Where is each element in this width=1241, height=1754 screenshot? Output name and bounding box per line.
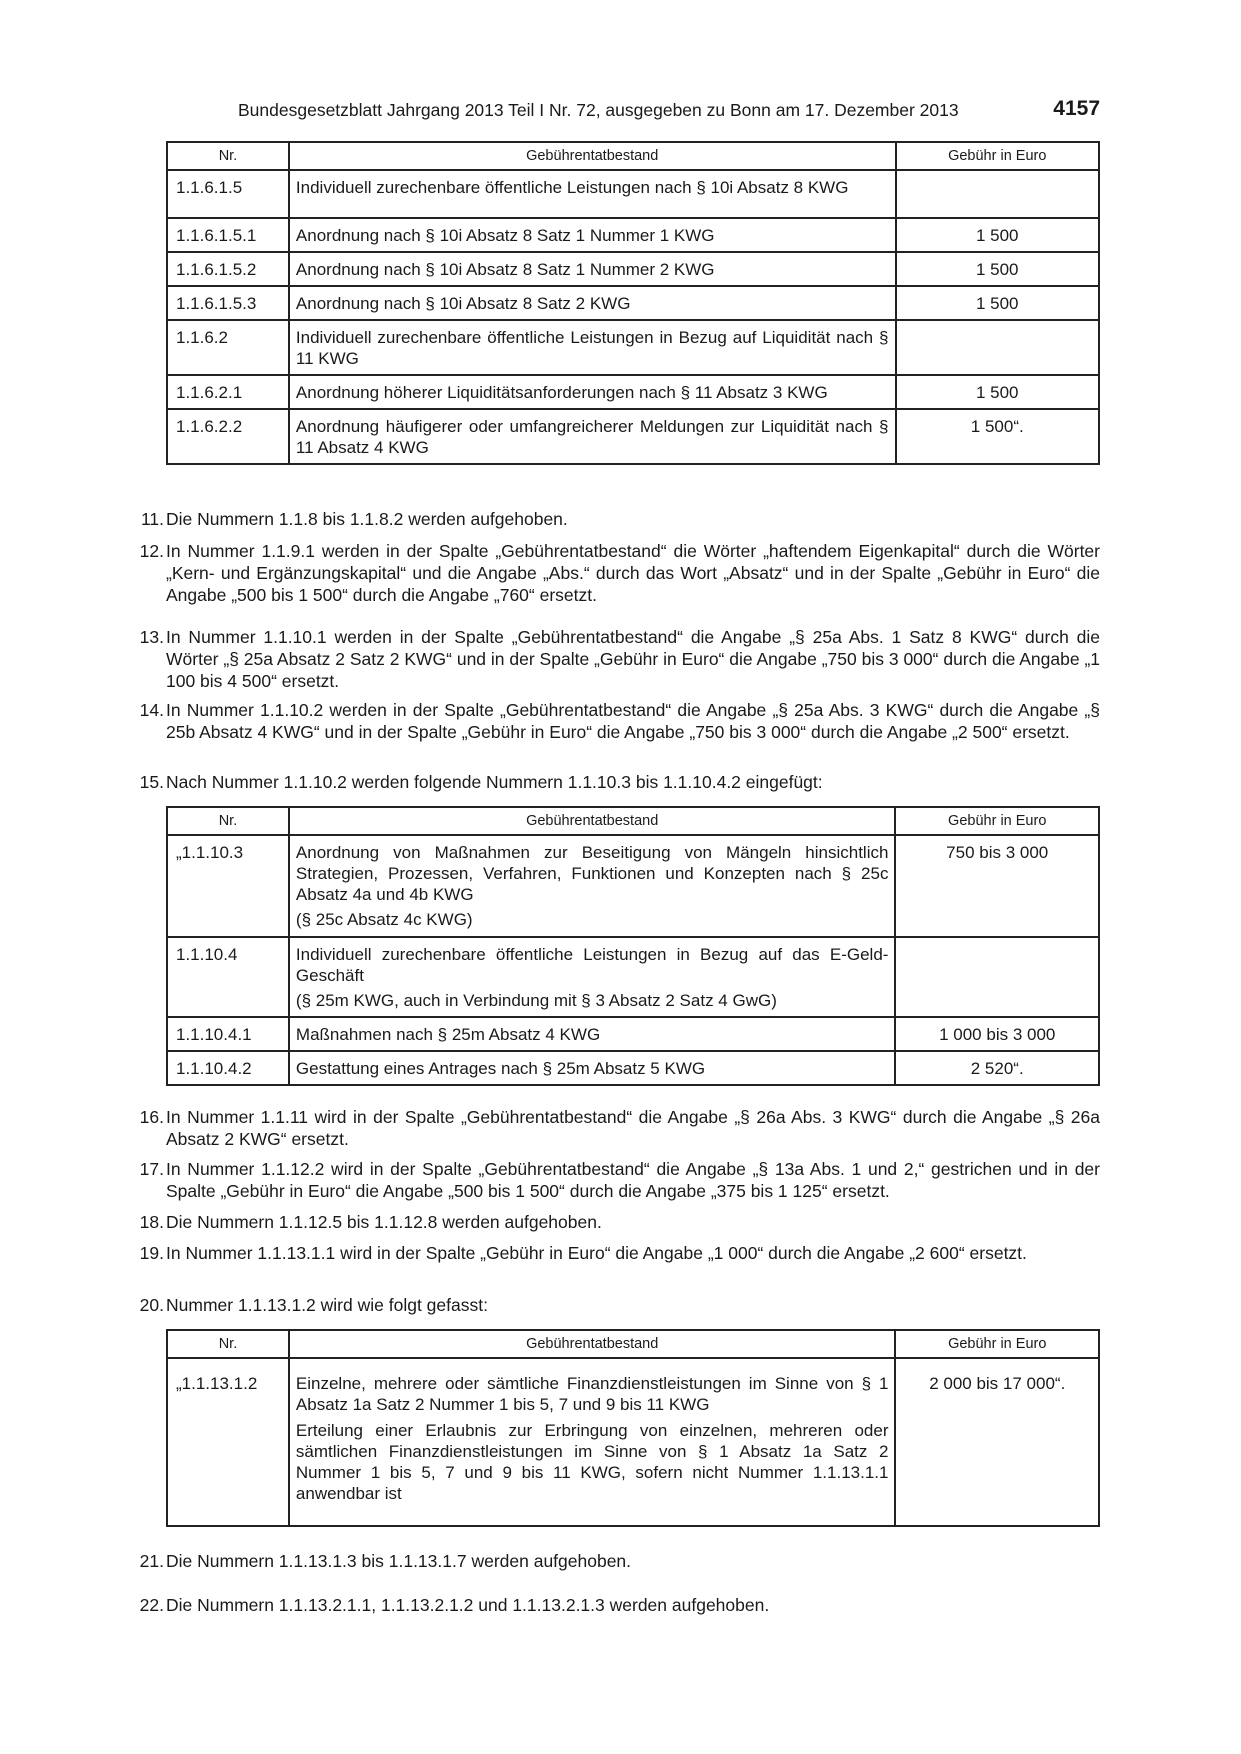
item-text: In Nummer 1.1.12.2 wird in der Spalte „Gebührentatbestand“ die Angabe „§ 13a Abs. 1 und 2,“ gestrichen und in der Spalte „Gebühr in Euro“ die Angabe „500 bis 1 500“ durch die Angabe „375 bis 1 125“ ersetzt. <box>166 1159 1100 1201</box>
column-header-nr: Nr. <box>167 807 289 835</box>
list-item <box>128 1158 1100 1202</box>
item-text: Die Nummern 1.1.12.5 bis 1.1.12.8 werden aufgehoben. <box>166 1212 602 1232</box>
row-description <box>289 937 896 1017</box>
item-text: In Nummer 1.1.10.2 werden in der Spalte „Gebührentatbestand“ die Angabe „§ 25a Abs. 3 KWG“ durch die Angabe „§ 25b Absatz 4 KWG“ und in der Spalte „Gebühr in Euro“ die Angabe „750 bis 3 000“ durch die Angabe „2 500“ ersetzt. <box>166 700 1100 742</box>
item-text: In Nummer 1.1.9.1 werden in der Spalte „Gebührentatbestand“ die Wörter „haftendem Eigenkapital“ durch die Wörter „Kern- und Ergänzungskapital“ und die Angabe „Abs.“ durch das Wort „Absatz“ und in der Spalte „Gebühr in Euro“ die Angabe „500 bis 1 500“ durch die Angabe „760“ ersetzt. <box>166 541 1100 605</box>
item-text: In Nummer 1.1.11 wird in der Spalte „Gebührentatbestand“ die Angabe „§ 26a Abs. 3 KWG“ durch die Angabe „§ 26a Absatz 2 KWG“ ersetzt. <box>166 1107 1100 1149</box>
row-fee: 1 500 <box>896 252 1100 286</box>
row-description-text: Individuell zurechenbare öffentliche Leistungen in Bezug auf das E-Geld-Geschäft <box>295 945 889 985</box>
item-number: 16. <box>139 1107 164 1127</box>
item-number: 21. <box>139 1551 164 1571</box>
row-note: (§ 25c Absatz 4c KWG) <box>295 910 473 929</box>
list-item <box>128 508 1100 530</box>
fee-table-3 <box>166 1329 1100 1527</box>
list-item <box>128 1550 1100 1572</box>
row-number: „1.1.13.1.2 <box>167 1358 289 1526</box>
item-number: 22. <box>139 1595 164 1615</box>
row-number: 1.1.10.4.2 <box>167 1051 289 1085</box>
row-description: Maßnahmen nach § 25m Absatz 4 KWG <box>289 1017 896 1051</box>
row-number: 1.1.10.4 <box>167 937 289 1017</box>
row-description-text: Anordnung von Maßnahmen zur Beseitigung von Mängeln hinsichtlich Strategien, Prozessen, Verfahren, Funktionen und Konzepten nach § 25c Absatz 4a und 4b KWG <box>295 843 889 904</box>
row-number: 1.1.10.4.1 <box>167 1017 289 1051</box>
table-row <box>167 375 1099 409</box>
table-row <box>167 1051 1099 1085</box>
list-item <box>128 699 1100 743</box>
column-header-desc: Gebührentatbestand <box>289 807 896 835</box>
row-fee: 1 500“. <box>896 409 1100 464</box>
row-fee: 1 500 <box>896 286 1100 320</box>
row-number: 1.1.6.1.5.2 <box>167 252 289 286</box>
list-item <box>128 1294 1100 1316</box>
item-number: 19. <box>139 1243 164 1263</box>
table-row <box>167 218 1099 252</box>
row-description: Individuell zurechenbare öffentliche Leistungen in Bezug auf Liquidität nach § 11 KWG <box>289 320 896 375</box>
column-header-desc: Gebührentatbestand <box>289 1330 896 1358</box>
row-description: Gestattung eines Antrages nach § 25m Absatz 5 KWG <box>289 1051 896 1085</box>
row-number: 1.1.6.1.5.3 <box>167 286 289 320</box>
row-fee <box>896 320 1100 375</box>
row-description <box>289 1358 896 1526</box>
item-number: 11. <box>140 509 164 529</box>
item-text: In Nummer 1.1.10.1 werden in der Spalte „Gebührentatbestand“ die Angabe „§ 25a Abs. 1 Satz 8 KWG“ durch die Wörter „§ 25a Absatz 2 Satz 2 KWG“ und in der Spalte „Gebühr in Euro“ die Angabe „750 bis 3 000“ durch die Angabe „1 100 bis 4 500“ ersetzt. <box>166 627 1100 691</box>
row-fee: 750 bis 3 000 <box>895 835 1099 937</box>
row-description: Anordnung höherer Liquiditätsanforderungen nach § 11 Absatz 3 KWG <box>289 375 896 409</box>
row-fee: 1 000 bis 3 000 <box>895 1017 1099 1051</box>
item-number: 14. <box>139 700 164 720</box>
table-header-row <box>167 142 1099 170</box>
item-text: Die Nummern 1.1.8 bis 1.1.8.2 werden aufgehoben. <box>166 509 568 529</box>
column-header-desc: Gebührentatbestand <box>289 142 896 170</box>
row-description: Anordnung nach § 10i Absatz 8 Satz 1 Nummer 1 KWG <box>289 218 896 252</box>
row-fee: 1 500 <box>896 375 1100 409</box>
row-number: 1.1.6.2 <box>167 320 289 375</box>
item-number: 18. <box>139 1212 164 1232</box>
row-description: Anordnung nach § 10i Absatz 8 Satz 2 KWG <box>289 286 896 320</box>
row-description <box>289 835 896 937</box>
column-header-fee: Gebühr in Euro <box>895 1330 1099 1358</box>
list-item <box>128 540 1100 606</box>
table-row <box>167 170 1099 218</box>
list-item <box>128 771 1100 793</box>
column-header-fee: Gebühr in Euro <box>896 142 1100 170</box>
item-number: 17. <box>139 1159 164 1179</box>
row-fee <box>896 170 1100 218</box>
table-row <box>167 835 1099 937</box>
row-fee: 1 500 <box>896 218 1100 252</box>
table-header-row <box>167 1330 1099 1358</box>
fee-table-2 <box>166 806 1100 1086</box>
page-number: 4157 <box>1053 97 1100 120</box>
row-fee: 2 000 bis 17 000“. <box>895 1358 1099 1526</box>
list-item <box>128 1106 1100 1150</box>
row-number: 1.1.6.2.2 <box>167 409 289 464</box>
item-text: Nach Nummer 1.1.10.2 werden folgende Nummern 1.1.10.3 bis 1.1.10.4.2 eingefügt: <box>166 772 823 792</box>
fee-table-1 <box>166 141 1100 465</box>
row-fee: 2 520“. <box>895 1051 1099 1085</box>
list-item <box>128 1211 1100 1233</box>
table-row <box>167 1017 1099 1051</box>
item-number: 12. <box>139 541 164 561</box>
item-text: Die Nummern 1.1.13.1.3 bis 1.1.13.1.7 werden aufgehoben. <box>166 1551 632 1571</box>
column-header-nr: Nr. <box>167 142 289 170</box>
table-row <box>167 320 1099 375</box>
row-note: (§ 25m KWG, auch in Verbindung mit § 3 Absatz 2 Satz 4 GwG) <box>295 991 777 1010</box>
table-row <box>167 409 1099 464</box>
table-row <box>167 252 1099 286</box>
column-header-nr: Nr. <box>167 1330 289 1358</box>
page-header <box>166 97 1100 130</box>
row-description-text: Einzelne, mehrere oder sämtliche Finanzdienstleistungen im Sinne von § 1 Absatz 1a Satz 2 Nummer 1 bis 5, 7 und 9 bis 11 KWG <box>295 1374 889 1414</box>
gazette-title: Bundesgesetzblatt Jahrgang 2013 Teil I Nr. 72, ausgegeben zu Bonn am 17. Dezember 2013 <box>238 100 959 120</box>
item-text: In Nummer 1.1.13.1.1 wird in der Spalte „Gebühr in Euro“ die Angabe „1 000“ durch die Angabe „2 600“ ersetzt. <box>166 1243 1027 1263</box>
item-text: Die Nummern 1.1.13.2.1.1, 1.1.13.2.1.2 und 1.1.13.2.1.3 werden aufgehoben. <box>166 1595 770 1615</box>
table-row <box>167 1358 1099 1526</box>
row-description-text-2: Erteilung einer Erlaubnis zur Erbringung von einzelnen, mehreren oder sämtlichen Finanzdienstleistungen im Sinne von § 1 Absatz 1a Satz 2 Nummer 1 bis 5, 7 und 9 bis 11 KWG, sofern nicht Nummer 1.1.13.1.1 anwendbar ist <box>295 1421 889 1503</box>
list-item <box>128 1242 1100 1264</box>
row-fee <box>895 937 1099 1017</box>
table-header-row <box>167 807 1099 835</box>
table-row <box>167 286 1099 320</box>
list-item <box>128 626 1100 692</box>
item-text: Nummer 1.1.13.1.2 wird wie folgt gefasst: <box>166 1295 488 1315</box>
row-number: 1.1.6.2.1 <box>167 375 289 409</box>
row-number: 1.1.6.1.5.1 <box>167 218 289 252</box>
item-number: 13. <box>139 627 164 647</box>
row-description: Anordnung häufigerer oder umfangreicherer Meldungen zur Liquidität nach § 11 Absatz 4 KWG <box>289 409 896 464</box>
row-number: 1.1.6.1.5 <box>167 170 289 218</box>
item-number: 15. <box>139 772 164 792</box>
row-description: Anordnung nach § 10i Absatz 8 Satz 1 Nummer 2 KWG <box>289 252 896 286</box>
list-item <box>128 1594 1100 1616</box>
item-number: 20. <box>139 1295 164 1315</box>
column-header-fee: Gebühr in Euro <box>895 807 1099 835</box>
row-number: „1.1.10.3 <box>167 835 289 937</box>
table-row <box>167 937 1099 1017</box>
row-description: Individuell zurechenbare öffentliche Leistungen nach § 10i Absatz 8 KWG <box>289 170 896 218</box>
